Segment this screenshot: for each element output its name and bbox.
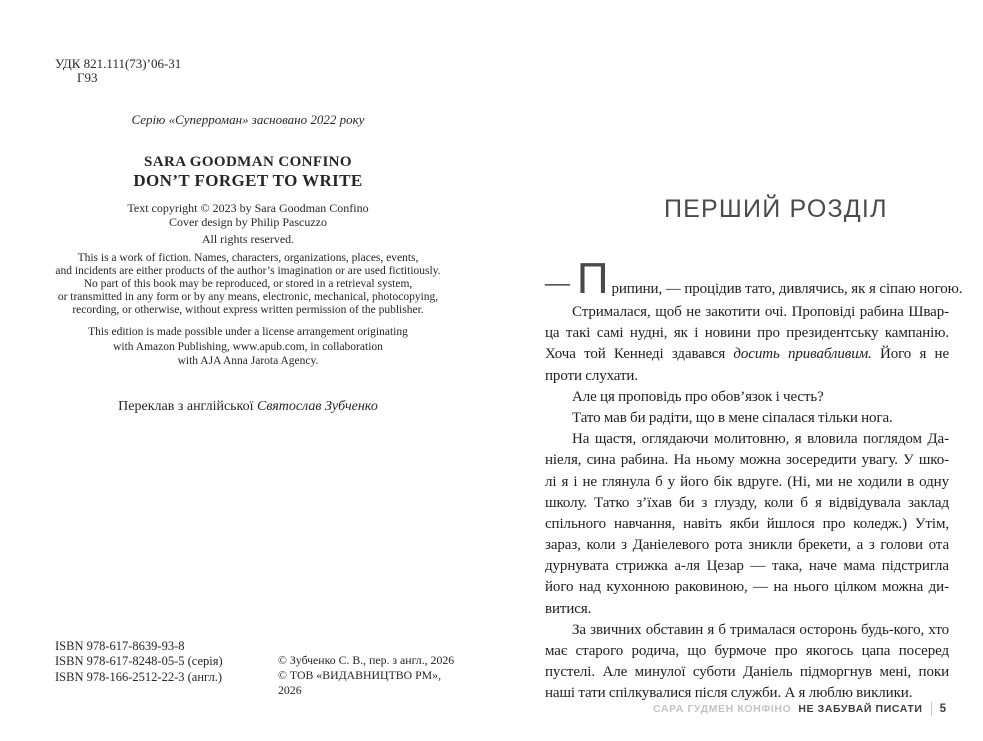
text-line: На щастя, оглядаючи молитовню, я вловила поглядом Да-	[572, 431, 949, 448]
footer-book-title: НЕ ЗАБУВАЙ ПИСАТИ	[798, 703, 923, 715]
author-name: SARA GOODMAN CONFINO	[143, 154, 352, 170]
text-line: наші тати спілкувалися після служби. А я люблю виклики.	[545, 685, 913, 702]
translator-name: Святослав Зубченко	[257, 399, 378, 414]
copyright-block	[278, 653, 460, 699]
license-block	[36, 325, 460, 369]
text-line: витися.	[545, 600, 592, 617]
udk-block	[55, 57, 181, 85]
text-line: ніеля, сина рабина. На ньому можна зосередити увагу. У шко-	[545, 452, 949, 469]
text-line: проти слухати.	[545, 367, 639, 384]
series-note: Серію «Суперроман» засновано 2022 року	[131, 112, 365, 127]
udk-line: УДК 821.111(73)’06-31	[55, 56, 182, 71]
text-line: має старого родича, що бурмоче про якогось цапа посеред	[545, 643, 949, 659]
text-line: ISBN 978-166-2512-22-3 (англ.)	[55, 669, 223, 684]
text-line: or transmitted in any form or by any means, electronic, mechanical, photocopying,	[57, 291, 439, 303]
translator-label: Переклав з англійської	[118, 399, 254, 414]
text-line: Стрималася, щоб не закотити очі. Проповіді рабина Швар-	[572, 304, 949, 320]
text-line: and incidents are either products of the author’s imagination or are used fictitiously.	[55, 265, 441, 277]
text-line: пустелі. Але минулої суботи Даніель підморгнув мені, поки	[545, 664, 949, 681]
paragraph	[545, 408, 949, 429]
text-line: ISBN 978-617-8248-05-5 (серія)	[55, 654, 223, 669]
chapter-title: ПЕРШИЙ РОЗДІЛ	[664, 195, 888, 223]
footer-author: САРА ГУДМЕН КОНФІНО	[653, 703, 792, 715]
text-line: зараз, коли з Даніелевого рота зникли брекети, а з голови ота	[545, 537, 949, 554]
isbn-block	[55, 639, 223, 685]
translator-line	[36, 399, 460, 415]
text-line: лі я і не глянула б у його бік вдруге. (Ні, ми не ходили в одну	[545, 473, 949, 490]
footer-divider	[931, 702, 932, 716]
text-line: дурнувата стрижка а-ля Цезар — така, наче мама підстригла	[545, 558, 949, 575]
paragraph	[545, 620, 949, 705]
text-line: його над кухонною раковиною, — на нього цілком можна ди-	[545, 579, 949, 596]
disclaimer-block	[26, 252, 470, 317]
dialogue-dash: —	[545, 270, 570, 297]
text-line: Але ця проповідь про обов’язок і честь?	[572, 388, 824, 405]
text-line: recording, or otherwise, without express written permission of the publisher.	[72, 304, 424, 316]
text-line: © ТОВ «ВИДАВНИЦТВО РМ», 2026	[278, 668, 442, 698]
text-line: with AJA Anna Jarota Agency.	[177, 355, 319, 368]
opening-text: рипини, — процідив тато, дивлячись, як я сіпаю ногою.	[611, 281, 963, 297]
text-line: школу. Татко з’їхав би з глузду, коли б я відвідувала заклад	[545, 494, 949, 511]
text-line: спільного навчання, навіть якби йшлося про коледж.) Утім,	[545, 515, 949, 532]
text-line: This edition is made possible under a license arrangement originating	[88, 326, 408, 338]
text-line: Cover design by Philip Pascuzzo	[169, 214, 327, 229]
title-block	[36, 153, 460, 190]
paragraph	[545, 429, 949, 620]
text-line: Text copyright © 2023 by Sara Goodman Confino	[127, 201, 369, 215]
body-paragraphs	[545, 302, 949, 705]
credit-lines	[36, 202, 460, 229]
raised-cap: П	[576, 254, 609, 303]
copyright-page	[36, 0, 460, 741]
rights-line: All rights reserved.	[201, 232, 295, 246]
text-line: No part of this book may be reproduced, or stored in a retrieval system,	[83, 278, 413, 290]
text-line: Хоча той Кеннеді здавався досить привабливим. Його я не	[545, 346, 949, 363]
body-column	[545, 254, 963, 705]
page-number: 5	[939, 703, 946, 715]
paragraph	[545, 387, 949, 408]
text-line: with Amazon Publishing, www.apub.com, in collaboration	[113, 340, 383, 353]
paragraph-opening	[545, 254, 963, 303]
text-line: This is a work of fiction. Names, characters, organizations, places, events,	[77, 252, 419, 264]
text-line: ISBN 978-617-8639-93-8	[55, 639, 185, 653]
paragraph	[545, 302, 949, 387]
udk-code: Г93	[77, 70, 98, 85]
text-line: ца такі самі нудні, як і новини про президентську кампанію.	[545, 325, 949, 342]
book-title-original: DON’T FORGET TO WRITE	[133, 171, 363, 190]
text-line: © Зубченко С. В., пер. з англ., 2026	[278, 653, 455, 667]
text-line: За звичних обставин я б трималася осторонь будь-кого, хто	[572, 621, 949, 638]
text-line: Тато мав би радіти, що в мене сіпалася тільки нога.	[572, 409, 893, 426]
running-footer	[653, 702, 946, 716]
chapter-page	[545, 0, 963, 741]
